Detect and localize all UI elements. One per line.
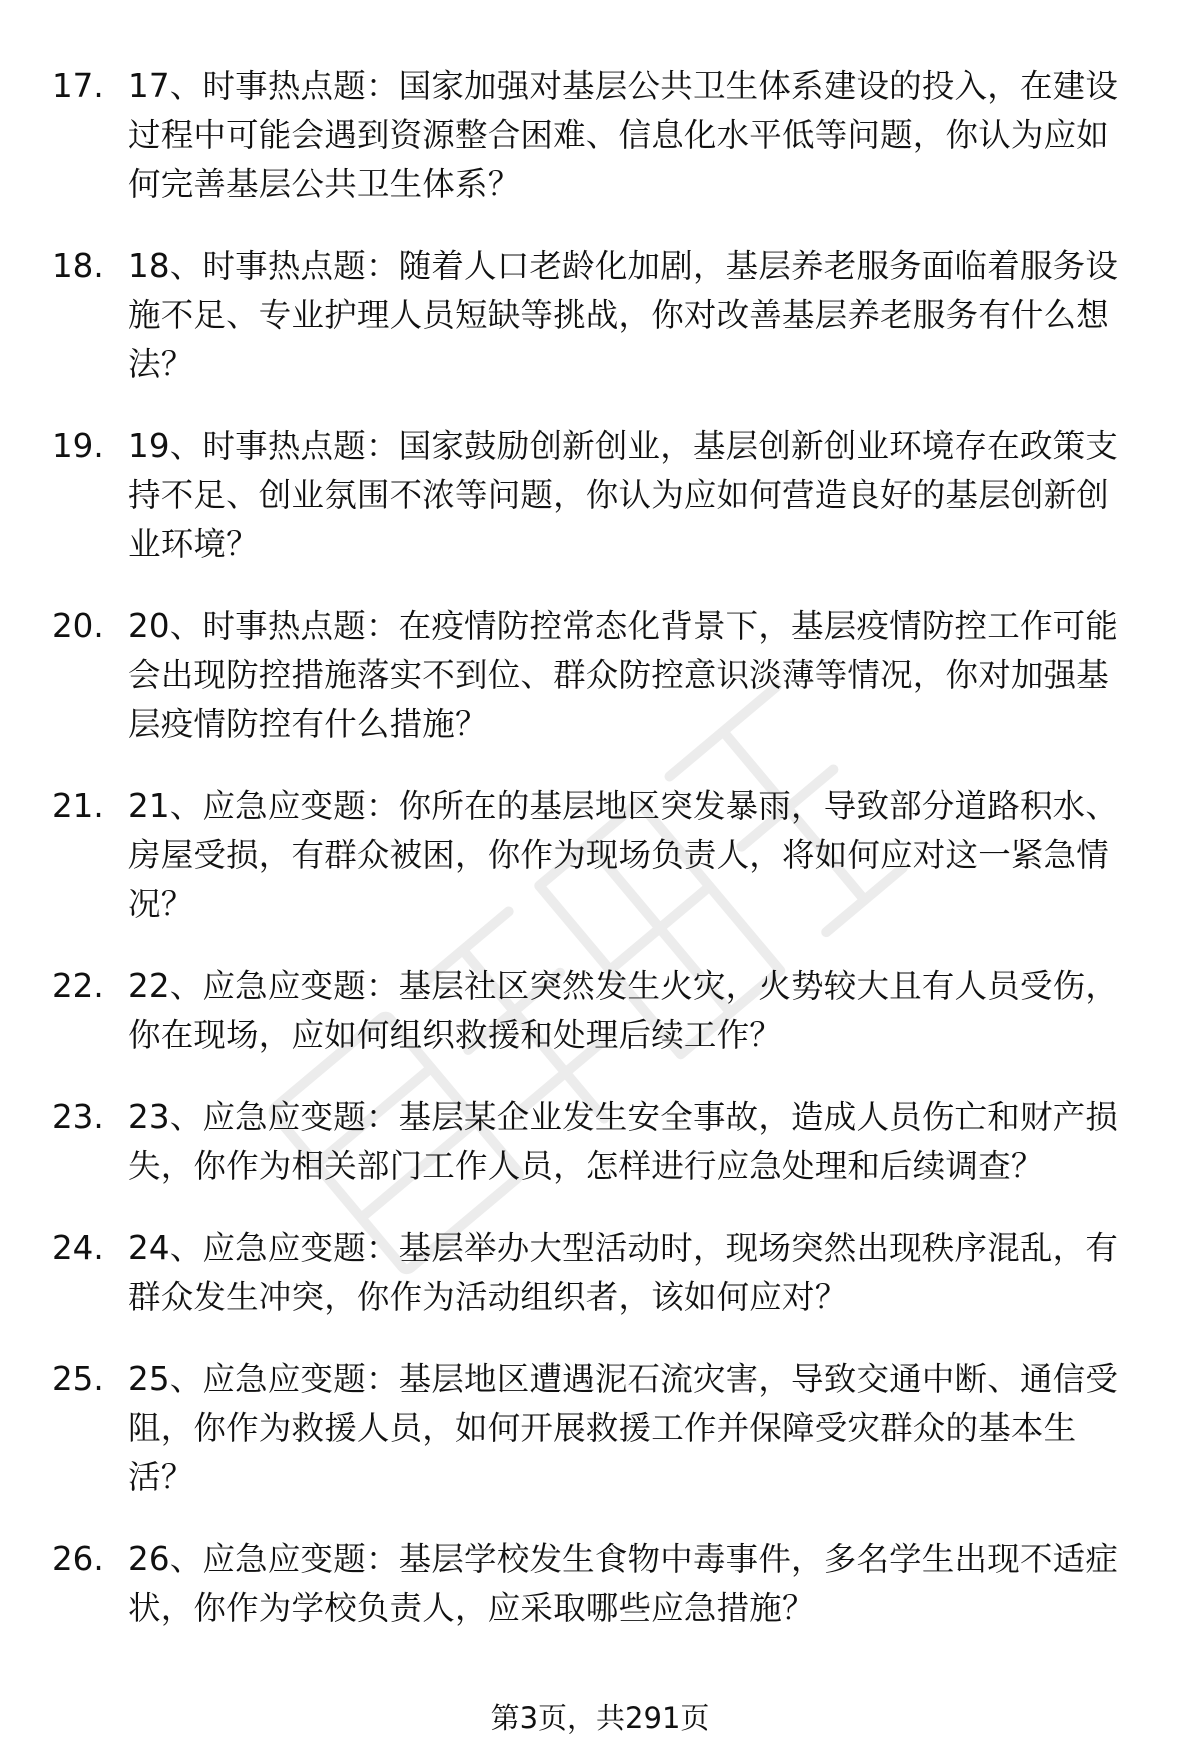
question-number: 22. <box>52 967 104 1005</box>
question-number: 19. <box>52 427 104 465</box>
question-item-23 <box>0 1093 1200 1191</box>
question-text: 26、应急应变题：基层学校发生食物中毒事件，多名学生出现不适症状，你作为学校负责人，应采取哪些应急措施？ <box>128 1540 1119 1627</box>
question-text: 24、应急应变题：基层举办大型活动时，现场突然出现秩序混乱，有群众发生冲突，你作为活动组织者，该如何应对？ <box>128 1229 1119 1316</box>
question-item-25 <box>0 1355 1200 1502</box>
question-text: 22、应急应变题：基层社区突然发生火灾，火势较大且有人员受伤，你在现场，应如何组织救援和处理后续工作？ <box>128 967 1119 1054</box>
question-text: 25、应急应变题：基层地区遭遇泥石流灾害，导致交通中断、通信受阻，你作为救援人员，如何开展救援工作并保障受灾群众的基本生活？ <box>128 1360 1119 1496</box>
question-text: 21、应急应变题：你所在的基层地区突发暴雨，导致部分道路积水、房屋受损，有群众被困，你作为现场负责人，将如何应对这一紧急情况？ <box>128 787 1119 923</box>
question-text: 23、应急应变题：基层某企业发生安全事故，造成人员伤亡和财产损失，你作为相关部门工作人员，怎样进行应急处理和后续调查？ <box>128 1098 1119 1185</box>
question-text: 19、时事热点题：国家鼓励创新创业，基层创新创业环境存在政策支持不足、创业氛围不浓等问题，你认为应如何营造良好的基层创新创业环境？ <box>128 427 1119 563</box>
question-item-22 <box>0 962 1200 1060</box>
question-number: 17. <box>52 67 104 105</box>
question-item-24 <box>0 1224 1200 1322</box>
question-item-17 <box>0 62 1200 209</box>
question-item-21 <box>0 782 1200 929</box>
question-number: 23. <box>52 1098 104 1136</box>
question-text: 17、时事热点题：国家加强对基层公共卫生体系建设的投入，在建设过程中可能会遇到资源整合困难、信息化水平低等问题，你认为应如何完善基层公共卫生体系？ <box>128 67 1119 203</box>
question-text: 20、时事热点题：在疫情防控常态化背景下，基层疫情防控工作可能会出现防控措施落实不到位、群众防控意识淡薄等情况，你对加强基层疫情防控有什么措施？ <box>128 607 1119 743</box>
question-number: 18. <box>52 247 104 285</box>
question-item-19 <box>0 422 1200 569</box>
question-text: 18、时事热点题：随着人口老龄化加剧，基层养老服务面临着服务设施不足、专业护理人员短缺等挑战，你对改善基层养老服务有什么想法？ <box>128 247 1119 383</box>
question-item-20 <box>0 602 1200 749</box>
question-list <box>0 62 1200 1633</box>
page-footer: 第3页，共291页 <box>490 1701 710 1735</box>
question-number: 25. <box>52 1360 104 1398</box>
question-number: 26. <box>52 1540 104 1578</box>
question-number: 21. <box>52 787 104 825</box>
question-number: 20. <box>52 607 104 645</box>
question-number: 24. <box>52 1229 104 1267</box>
question-item-26 <box>0 1535 1200 1633</box>
question-item-18 <box>0 242 1200 389</box>
